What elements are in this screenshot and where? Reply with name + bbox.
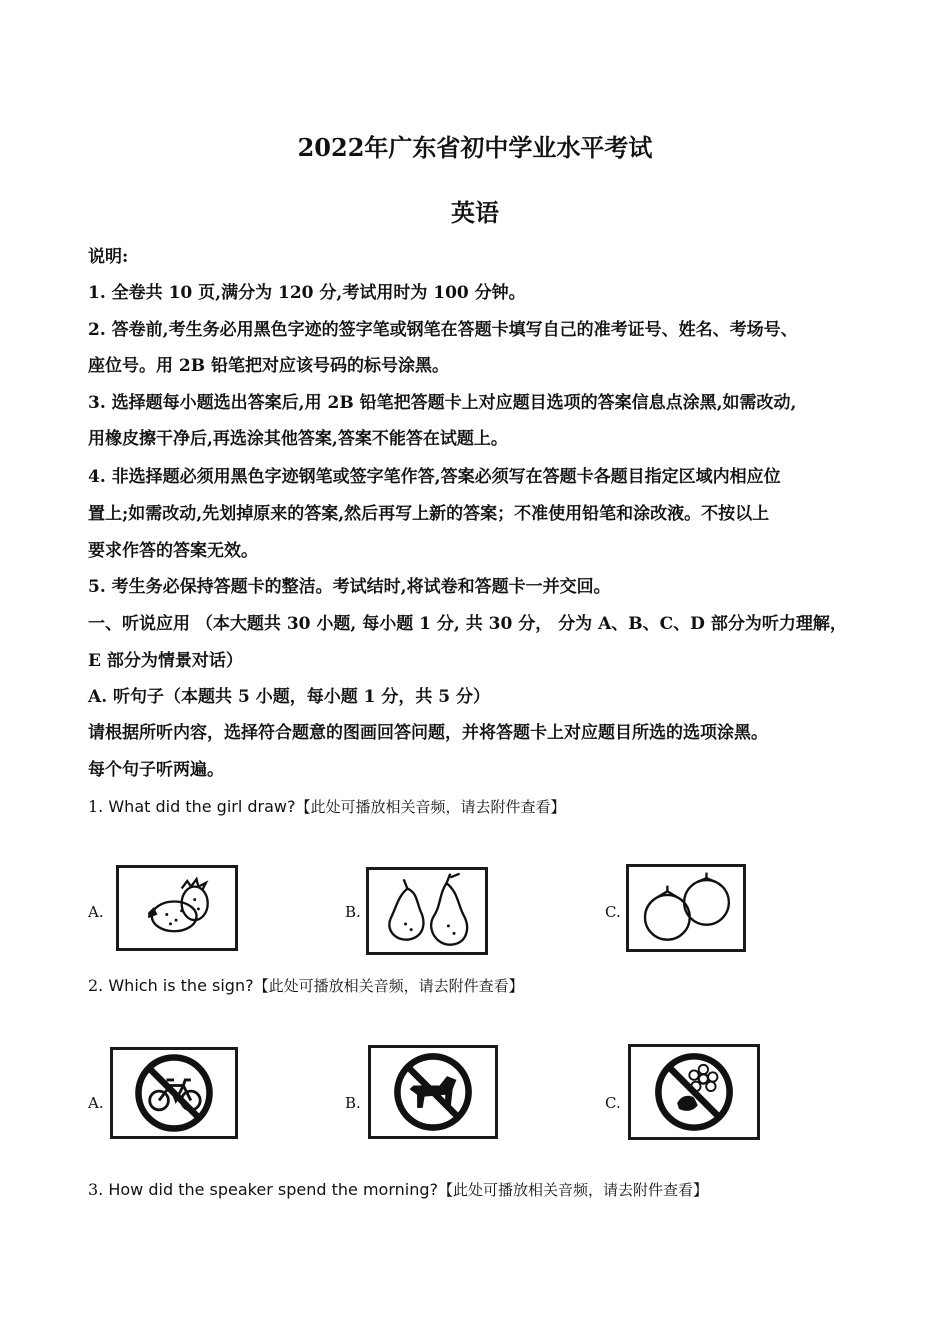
- instruction-5: 5. 考生务必保持答题卡的整洁。考试结时,将试卷和答题卡一并交回。: [88, 577, 611, 597]
- instruction-3-line-2: 用橡皮擦干净后,再选涂其他答案,答案不能答在试题上。: [88, 429, 508, 449]
- question-text: Which is the sign?: [108, 976, 254, 995]
- audio-note[interactable]: 【此处可播放相关音频，请去附件查看】: [295, 798, 566, 816]
- audio-note[interactable]: 【此处可播放相关音频，请去附件查看】: [438, 1181, 709, 1199]
- q2-option-c-label[interactable]: C.: [605, 1094, 621, 1112]
- instruction-4-line-3: 要求作答的答案无效。: [88, 541, 258, 561]
- question-text: How did the speaker spend the morning?: [108, 1180, 438, 1199]
- strawberries-icon[interactable]: [116, 865, 238, 951]
- no-bicycle-sign-icon[interactable]: [110, 1047, 238, 1139]
- q2-option-a-label[interactable]: A.: [88, 1094, 104, 1112]
- section-heading-line-1: 一、听说应用 （本大题共 30 小题, 每小题 1 分, 共 30 分， 分为 A、B、C、D 部分为听力理解，: [88, 614, 847, 634]
- subject-title: 英语: [451, 198, 499, 227]
- part-a-heading: A. 听句子（本题共 5 小题，每小题 1 分，共 5 分）: [88, 687, 491, 707]
- question-3: [88, 1179, 708, 1200]
- instruction-2-line-1: 2. 答卷前,考生务必用黑色字迹的签字笔或钢笔在答题卡填写自己的准考证号、姓名、考场号、: [88, 320, 798, 340]
- instruction-1: 1. 全卷共 10 页,满分为 120 分,考试用时为 100 分钟。: [88, 283, 526, 303]
- audio-note[interactable]: 【此处可播放相关音频，请去附件查看】: [253, 977, 524, 995]
- q1-option-c-label[interactable]: C.: [605, 903, 621, 921]
- question-number: 3.: [88, 1180, 104, 1199]
- direction-line-2: 每个句子听两遍。: [88, 760, 224, 780]
- tomatoes-icon[interactable]: [626, 864, 746, 952]
- instruction-2-line-2: 座位号。用 2B 铅笔把对应该号码的标号涂黑。: [88, 356, 450, 376]
- no-dogs-sign-icon[interactable]: [368, 1045, 498, 1139]
- section-heading-line-2: E 部分为情景对话）: [88, 651, 243, 671]
- instruction-4-line-2: 置上;如需改动,先划掉原来的答案,然后再写上新的答案；不准使用铅笔和涂改液。不按以上: [88, 504, 770, 524]
- pears-icon[interactable]: [366, 867, 488, 955]
- direction-line-1: 请根据所听内容，选择符合题意的图画回答问题，并将答题卡上对应题目所选的选项涂黑。: [88, 723, 768, 743]
- instructions-heading: 说明:: [88, 247, 129, 267]
- question-number: 1.: [88, 797, 104, 816]
- no-picking-flowers-sign-icon[interactable]: [628, 1044, 760, 1140]
- question-number: 2.: [88, 976, 104, 995]
- instruction-3-line-1: 3. 选择题每小题选出答案后,用 2B 铅笔把答题卡上对应题目选项的答案信息点涂黑,如需改动,: [88, 393, 797, 413]
- exam-title: 2022年广东省初中学业水平考试: [297, 133, 653, 162]
- question-text: What did the girl draw?: [108, 797, 296, 816]
- question-1: [88, 796, 566, 817]
- q1-option-a-label[interactable]: A.: [88, 903, 104, 921]
- q1-option-b-label[interactable]: B.: [345, 903, 361, 921]
- q2-option-b-label[interactable]: B.: [345, 1094, 361, 1112]
- instruction-4-line-1: 4. 非选择题必须用黑色字迹钢笔或签字笔作答,答案必须写在答题卡各题目指定区域内相应位: [88, 467, 781, 487]
- question-2: [88, 975, 524, 996]
